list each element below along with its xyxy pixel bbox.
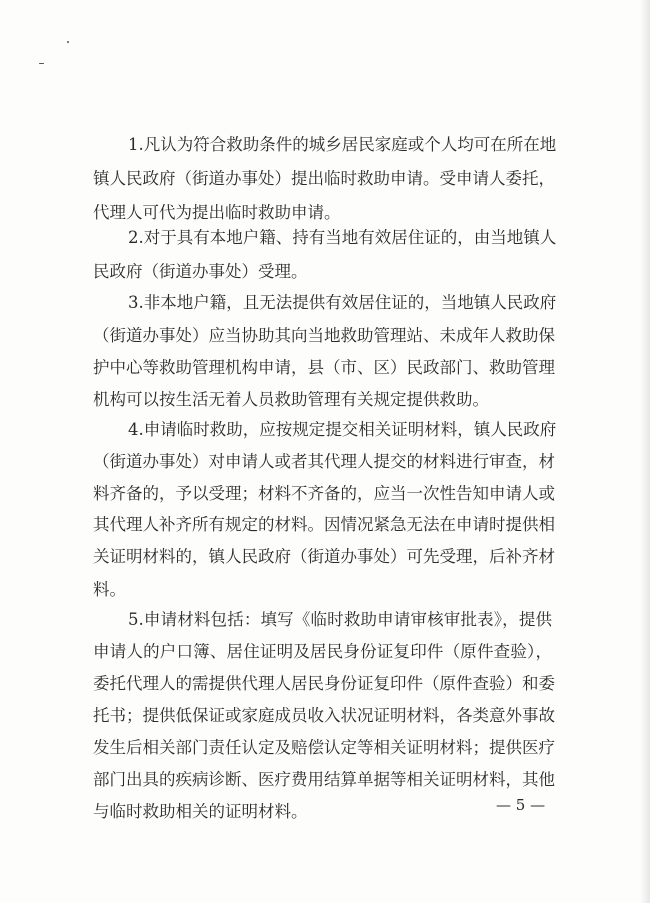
page-edge-shadow [640,0,650,903]
paragraph-4-line-5: 关证明材料的，镇人民政府（街道办事处）可先受理，后补齐材 [93,547,555,566]
paragraph-5-line-5: 发生后相关部门责任认定及赔偿认定等相关证明材料；提供医疗 [93,738,555,757]
paragraph-1-line-2: 镇人民政府（街道办事处）提出临时救助申请。受申请人委托， [93,169,555,188]
paragraph-4-line-3: 料齐备的，予以受理；材料不齐备的，应当一次性告知申请人或 [93,484,555,503]
paragraph-4-line-2: （街道办事处）对申请人或者其代理人提交的材料进行审查，材 [93,452,555,471]
scan-speck [39,63,44,64]
paragraph-5-line-2: 申请人的户口簿、居住证明及居民身份证复印件（原件查验）， [93,642,552,661]
paragraph-5-line-4: 托书；提供低保证或家庭成员收入状况证明材料，各类意外事故 [93,706,555,725]
paragraph-4-line-4: 其代理人补齐所有规定的材料。因情况紧急无法在申请时提供相 [93,515,555,534]
scan-speck [67,41,69,43]
paragraph-1-line-3: 代理人可代为提出临时救助申请。 [93,203,341,222]
paragraph-5-line-1: 5.申请材料包括：填写《临时救助申请审核审批表》，提供 [128,610,552,629]
paragraph-2-line-1: 2.对于具有本地户籍、持有当地有效居住证的，由当地镇人 [128,228,557,247]
paragraph-3-line-4: 机构可以按生活无着人员救助管理有关规定提供救助。 [93,390,489,409]
paragraph-5-line-7: 与临时救助相关的证明材料。 [93,802,308,821]
paragraph-4-line-6: 料。 [93,580,126,599]
paragraph-3-line-3: 护中心等救助管理机构申请，县（市、区）民政部门、救助管理 [93,358,555,377]
page-number: — 5 — [496,796,546,814]
paragraph-5-line-6: 部门出具的疾病诊断、医疗费用结算单据等相关证明材料，其他 [93,770,555,789]
paragraph-3-line-2: （街道办事处）应当协助其向当地救助管理站、未成年人救助保 [93,326,555,345]
paragraph-4-line-1: 4.申请临时救助，应按规定提交相关证明材料，镇人民政府 [128,420,557,439]
paragraph-3-line-1: 3.非本地户籍，且无法提供有效居住证的，当地镇人民政府 [128,293,557,312]
paragraph-1-line-1: 1.凡认为符合救助条件的城乡居民家庭或个人均可在所在地 [128,135,557,154]
paragraph-5-line-3: 委托代理人的需提供代理人居民身份证复印件（原件查验）和委 [93,674,555,693]
paragraph-2-line-2: 民政府（街道办事处）受理。 [93,262,308,281]
